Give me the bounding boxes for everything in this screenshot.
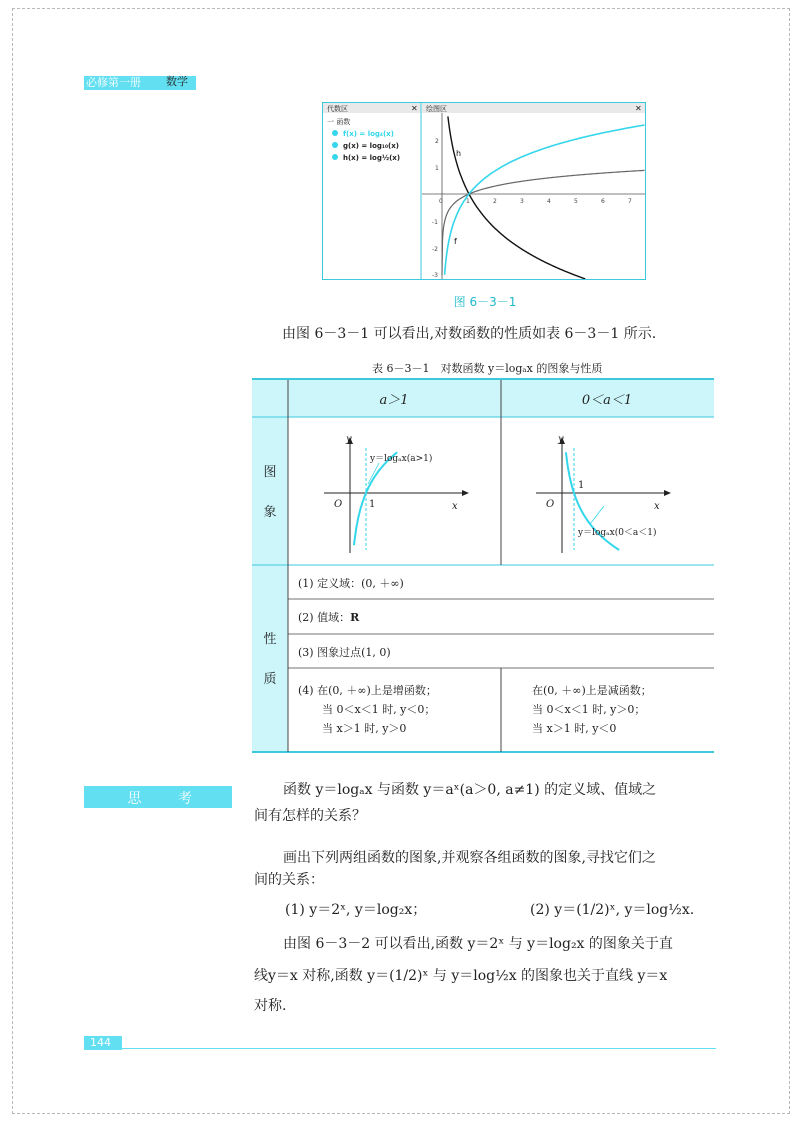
prop-mono-right-1: 在(0, ＋∞)上是减函数；	[532, 684, 652, 697]
prop-range	[298, 610, 360, 624]
x-tick-label: 2	[493, 198, 497, 205]
col-header-a-lt-1: 0＜a＜1	[581, 393, 633, 408]
graph2-one-label: 1	[578, 480, 585, 491]
prop-mono-right-2: 当 0＜x＜1 时, y＞0；	[532, 703, 646, 716]
think-label: 思 考	[127, 791, 208, 807]
curve-g	[442, 170, 645, 275]
row-label-image-2: 象	[263, 505, 277, 520]
table-canvas	[252, 378, 714, 754]
page-number: 144	[90, 1036, 111, 1049]
x-tick-label: 1	[466, 198, 470, 205]
prop-mono-left-2: 当 0＜x＜1 时, y＜0；	[322, 703, 436, 716]
graph1-y-label: y	[346, 434, 352, 445]
curve-label-f: f	[454, 237, 457, 246]
table-caption: 表 6－3－1 对数函数 y＝logₐx 的图象与性质	[372, 362, 603, 375]
graphics-close-icon[interactable]: ✕	[635, 104, 642, 113]
prop-domain: (1) 定义域：(0, ＋∞)	[298, 577, 404, 590]
y-tick-label: -1	[432, 219, 438, 226]
functions-heading: 一 函数	[327, 118, 351, 126]
graph2-x-label: x	[654, 501, 660, 512]
prop-range-value: R	[350, 611, 360, 624]
prop-mono-left-3: 当 x＞1 时, y＞0	[322, 722, 407, 735]
figure-caption: 图 6－3－1	[453, 295, 517, 309]
arrow-icon	[462, 490, 469, 496]
x-tick-label: 4	[547, 198, 551, 205]
x-tick-label: 7	[628, 198, 632, 205]
row-label-prop-1: 性	[263, 632, 277, 647]
graph-increasing	[324, 434, 469, 553]
prop-mono-right-3: 当 x＞1 时, y＜0	[532, 722, 617, 735]
x-tick-label: 5	[574, 198, 578, 205]
think-line-1: 函数 y＝logₐx 与函数 y＝aˣ(a＞0, a≠1) 的定义域、值域之	[283, 782, 657, 798]
prop-mono-left-1: (4) 在(0, ＋∞)上是增函数；	[298, 684, 437, 697]
function-dot-icon[interactable]	[332, 154, 338, 160]
prop-range-prefix: (2) 值域：	[298, 611, 351, 624]
log-properties-table	[252, 378, 714, 754]
table-header-fill	[252, 380, 714, 417]
conclusion-line-1: 由图 6－3－2 可以看出,函数 y＝2ˣ 与 y＝log₂x 的图象关于直	[283, 936, 673, 952]
graph1-function-label: y＝logₐx(a>1)	[370, 454, 433, 464]
graph1-one-label: 1	[369, 499, 376, 510]
x-tick-label: 0	[439, 198, 443, 205]
prop-point: (3) 图象过点(1, 0)	[298, 646, 391, 659]
function-h: h(x) = log½(x)	[343, 154, 401, 162]
exercise-item-1: (1) y＝2ˣ, y＝log₂x；	[285, 902, 427, 918]
y-tick-label: -2	[432, 246, 438, 253]
geogebra-canvas	[323, 103, 645, 279]
subject-title: 数学	[166, 75, 188, 88]
x-tick-label: 3	[520, 198, 524, 205]
algebra-close-icon[interactable]: ✕	[411, 104, 418, 113]
geogebra-figure	[322, 102, 646, 280]
exercise-line-2: 间的关系：	[254, 872, 324, 888]
think-line-2: 间有怎样的关系？	[254, 808, 366, 824]
graphics-titlebar	[422, 103, 645, 113]
curve-f	[445, 125, 645, 275]
graph1-curve	[354, 452, 397, 545]
graph2-origin-label: O	[546, 499, 555, 510]
conclusion-line-3: 对称.	[254, 998, 287, 1014]
function-g: g(x) = log₁₀(x)	[343, 142, 399, 150]
graph2-function-label: y＝logₐx(0＜a＜1)	[578, 528, 657, 538]
graph2-y-label: y	[558, 434, 564, 445]
col-header-a-gt-1: a＞1	[379, 393, 409, 408]
row-label-prop-2: 质	[263, 672, 277, 687]
row-label-image-1: 图	[263, 465, 277, 480]
graph1-origin-label: O	[334, 499, 343, 510]
function-dot-icon[interactable]	[332, 130, 338, 136]
y-tick-label: 2	[435, 138, 439, 145]
graphics-title: 绘图区	[426, 105, 447, 113]
function-f: f(x) = log₄(x)	[343, 130, 394, 138]
exercise-line-1: 画出下列两组函数的图象,并观察各组函数的图象,寻找它们之	[283, 850, 656, 866]
footer-rule	[122, 1048, 716, 1049]
graph-decreasing	[536, 434, 671, 553]
x-tick-label: 6	[601, 198, 605, 205]
curve-label-h: h	[456, 149, 462, 158]
arrow-icon	[664, 490, 671, 496]
graph1-x-label: x	[452, 501, 458, 512]
algebra-title: 代数区	[327, 105, 348, 113]
function-dot-icon[interactable]	[332, 142, 338, 148]
think-label-band	[84, 786, 232, 808]
intro-paragraph: 由图 6－3－1 可以看出,对数函数的性质如表 6－3－1 所示.	[282, 326, 657, 342]
book-title: 必修第一册	[86, 76, 141, 89]
graph2-leader	[590, 506, 604, 524]
conclusion-line-2: 线y＝x 对称,函数 y＝(1/2)ˣ 与 y＝log½x 的图象也关于直线 y＝x	[254, 968, 668, 984]
y-tick-label: 1	[435, 165, 439, 172]
exercise-item-2: (2) y＝(1/2)ˣ, y＝log½x.	[530, 902, 695, 918]
y-tick-label: -3	[432, 272, 438, 279]
